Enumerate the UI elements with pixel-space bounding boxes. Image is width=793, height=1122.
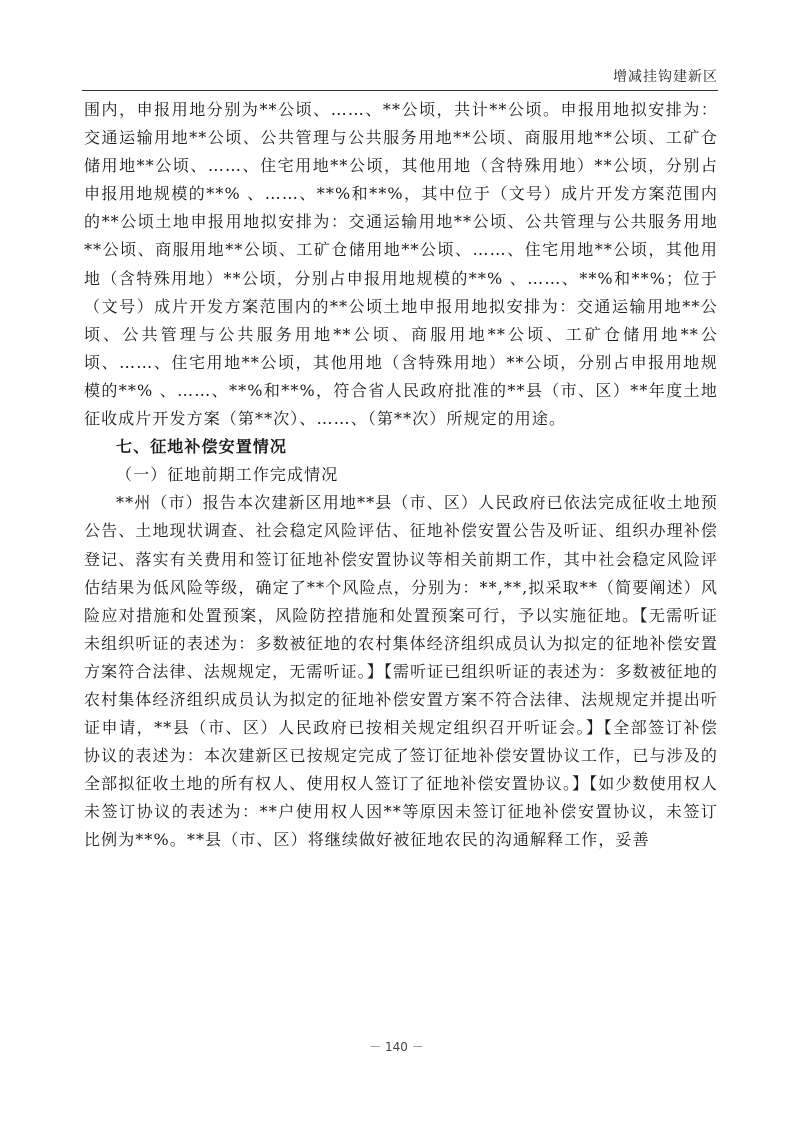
body-paragraph-continued: 围内，申报用地分别为**公顷、……、**公顷，共计**公顷。申报用地拟安排为：交通运输用地**公顷、公共管理与公共服务用地**公顷、商服用地**公顷、工矿仓储用地**公顷、……、住宅用地**公顷，其他用地（含特殊用地）**公顷，分别占申报用地规模的**% 、……、**%和**%，其中位于（文号）成片开发方案范围内的**公顷土地申报用地拟安排为：交通运输用地**公顷、公共管理与公共服务用地**公顷、商服用地**公顷、工矿仓储用地**公顷、……、住宅用地**公顷，其他用地（含特殊用地）**公顷，分别占申报用地规模的**% 、……、**%和**%；位于（文号）成片开发方案范围内的**公顷土地申报用地拟安排为：交通运输用地**公顷、公共管理与公共服务用地**公顷、商服用地**公顷、工矿仓储用地**公顷、……、住宅用地**公顷，其他用地（含特殊用地）**公顷，分别占申报用地规模的**% 、……、**%和**%，符合省人民政府批准的**县（市、区）**年度土地征收成片开发方案（第**次）、……、（第**次）所规定的用途。 xyxy=(84,100,718,429)
body-paragraph: **州（市）报告本次建新区用地**县（市、区）人民政府已依法完成征收土地预公告、土地现状调查、社会稳定风险评估、征地补偿安置公告及听证、组织办理补偿登记、落实有关费用和签订征地补偿安置协议等相关前期工作，其中社会稳定风险评估结果为低风险等级，确定了**个风险点，分别为：**,**,拟采取**（简要阐述）风险应对措施和处置预案，风险防控措施和处置预案可行，予以实施征地。【无需听证未组织听证的表述为：多数被征地的农村集体经济组织成员认为拟定的征地补偿安置方案符合法律、法规规定，无需听证。】【需听证已组织听证的表述为：多数被征地的农村集体经济组织成员认为拟定的征地补偿安置方案不符合法律、法规规定并提出听证申请，**县（市、区）人民政府已按相关规定组织召开听证会。】【全部签订补偿协议的表述为：本次建新区已按规定完成了签订征地补偿安置协议工作，已与涉及的全部拟征收土地的所有权人、使用权人签订了征地补偿安置协议。】【如少数使用权人未签订协议的表述为：**户使用权人因**等原因未签订征地补偿安置协议，未签订比例为**%。**县（市、区）将继续做好被征地农民的沟通解释工作，妥善 xyxy=(84,493,718,850)
page-number: － 140 － xyxy=(369,1040,424,1054)
document-body xyxy=(84,96,718,855)
running-header-title: 增减挂钩建新区 xyxy=(613,69,718,85)
sub-heading: （一）征地前期工作完成情况 xyxy=(116,465,339,485)
section-heading: 七、征地补偿安置情况 xyxy=(116,437,288,457)
header-divider xyxy=(82,90,718,91)
